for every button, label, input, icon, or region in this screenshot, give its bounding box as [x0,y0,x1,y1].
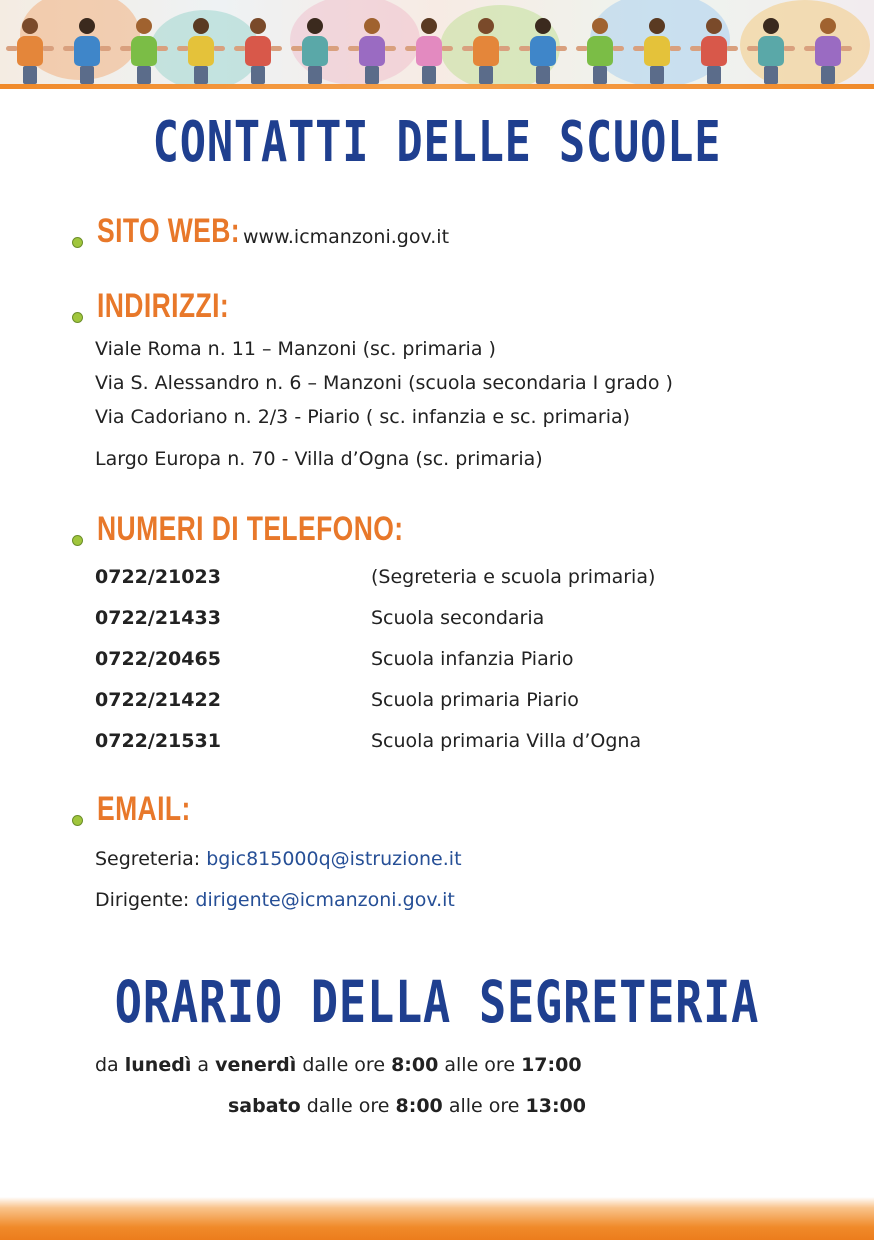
phone-description: Scuola primaria Villa d’Ogna [371,730,642,752]
hours-text: dalle ore [302,1054,386,1076]
hours-text: dalle ore [306,1095,390,1117]
website-label: SITO WEB: [97,212,240,250]
hours-day: venerdì [215,1054,297,1076]
phones-label: NUMERI DI TELEFONO: [97,510,404,548]
bullet-icon [72,312,83,323]
address-line: Via S. Alessandro n. 6 – Manzoni (scuola secondaria I grado ) [95,372,673,394]
phone-number[interactable]: 0722/20465 [95,648,221,670]
hours-day: sabato [228,1095,301,1117]
phone-description: Scuola secondaria [371,607,545,629]
email-role: Dirigente: [95,889,190,911]
phone-description: Scuola primaria Piario [371,689,579,711]
phone-number[interactable]: 0722/21422 [95,689,221,711]
email-link[interactable]: dirigente@icmanzoni.gov.it [195,889,455,911]
hours-text: alle ore [448,1095,520,1117]
bullet-icon [72,237,83,248]
phone-number[interactable]: 0722/21023 [95,566,221,588]
child-figure [755,18,787,84]
child-figure [242,18,274,84]
hours-day: lunedì [124,1054,192,1076]
email-row-segreteria [95,848,462,870]
email-row-dirigente [95,889,455,911]
hours-time: 13:00 [525,1095,586,1117]
child-figure [128,18,160,84]
address-line: Via Cadoriano n. 2/3 - Piario ( sc. infanzia e sc. primaria) [95,406,631,428]
child-figure [71,18,103,84]
hours-title: ORARIO DELLA SEGRETERIA [114,968,760,1036]
phone-number[interactable]: 0722/21433 [95,607,221,629]
child-figure [356,18,388,84]
child-figure [413,18,445,84]
child-figure [527,18,559,84]
email-role: Segreteria: [95,848,201,870]
child-figure [698,18,730,84]
child-figure [185,18,217,84]
page-title: CONTATTI DELLE SCUOLE [152,110,722,175]
addresses-label: INDIRIZZI: [97,287,230,325]
hours-time: 8:00 [391,1054,439,1076]
hours-text: da [95,1054,119,1076]
header-divider [0,84,874,89]
child-figure [470,18,502,84]
bullet-icon [72,535,83,546]
phone-number[interactable]: 0722/21531 [95,730,221,752]
hours-text: a [197,1054,210,1076]
header-illustration [0,0,874,86]
phone-description: (Segreteria e scuola primaria) [371,566,656,588]
hours-weekday [95,1054,582,1076]
phone-description: Scuola infanzia Piario [371,648,574,670]
child-figure [641,18,673,84]
child-figure [584,18,616,84]
email-link[interactable]: bgic815000q@istruzione.it [206,848,462,870]
hours-time: 17:00 [521,1054,582,1076]
hours-saturday [228,1095,586,1117]
child-figure [299,18,331,84]
child-figure [812,18,844,84]
website-url[interactable]: www.icmanzoni.gov.it [243,226,450,248]
address-line: Largo Europa n. 70 - Villa d’Ogna (sc. primaria) [95,448,543,470]
child-figure [14,18,46,84]
bullet-icon [72,815,83,826]
hours-text: alle ore [444,1054,516,1076]
hours-time: 8:00 [395,1095,443,1117]
footer-bar [0,1197,874,1240]
email-label: EMAIL: [97,790,191,828]
address-line: Viale Roma n. 11 – Manzoni (sc. primaria ) [95,338,496,360]
